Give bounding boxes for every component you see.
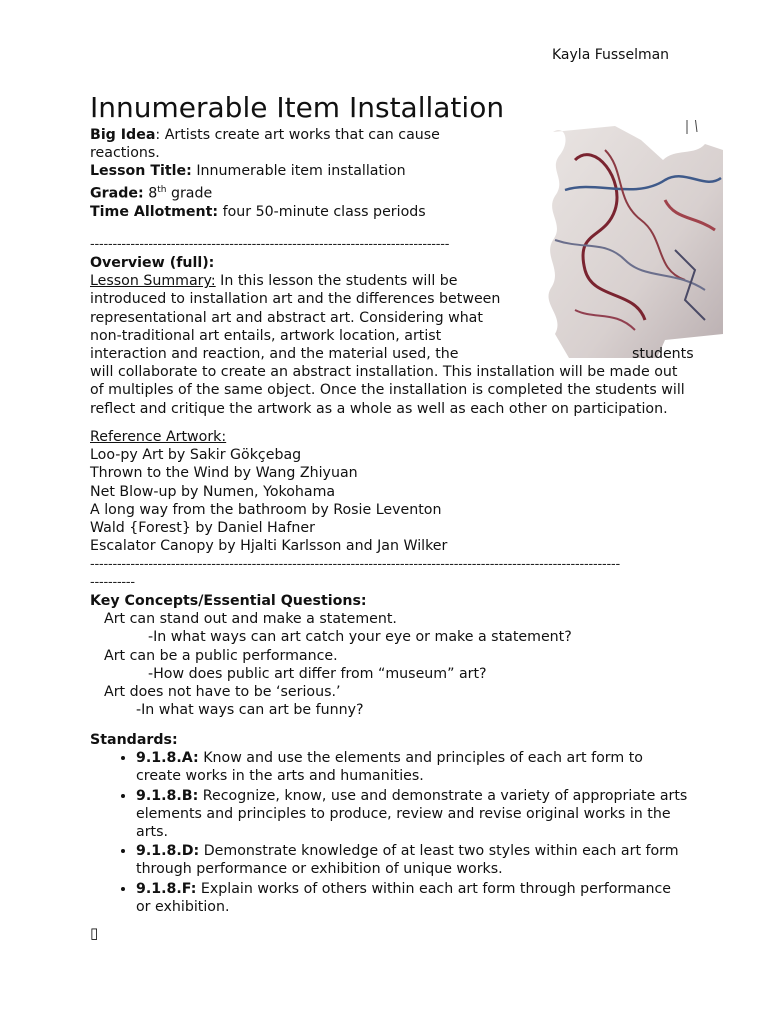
reference-item: Thrown to the Wind by Wang Zhiyuan [90, 465, 358, 482]
reference-item: Wald {Forest} by Daniel Hafner [90, 520, 315, 537]
concept-statement: Art can stand out and make a statement. [104, 611, 397, 628]
summary-line-3: representational art and abstract art. Considering what [90, 309, 483, 326]
reference-item: Escalator Canopy by Hjalti Karlsson and Jan Wilker [90, 538, 448, 555]
big-idea-line-2: reactions. [90, 145, 160, 162]
grade-label: Grade: [90, 185, 144, 202]
concept-question: -In what ways can art catch your eye or make a statement? [148, 629, 572, 646]
author-name: Kayla Fusselman [552, 47, 670, 63]
separator-line: -------------------------------------------------------------------------------- [90, 237, 450, 252]
key-concepts-section [90, 592, 730, 719]
standard-code: 9.1.8.F: [136, 880, 197, 897]
missing-glyph-box: ▯ [90, 924, 99, 942]
lesson-meta [90, 126, 730, 221]
time-allotment-label: Time Allotment: [90, 203, 219, 220]
standards-heading: Standards: [90, 732, 178, 748]
reference-item: A long way from the bathroom by Rosie Leventon [90, 501, 442, 518]
grade-line [90, 181, 730, 203]
standards-list [90, 749, 730, 916]
lesson-summary-label: Lesson Summary: [90, 273, 216, 290]
standard-item: • 9.1.8.D: Demonstrate knowledge of at least two styles within each art form through performance or exhibition of unique works. [136, 842, 730, 878]
summary-line-5: interaction and reaction, and the material used, the students [90, 346, 694, 363]
overview-section [90, 254, 730, 418]
big-idea-text: : Artists create art works that can cause [155, 127, 440, 143]
standard-item: • 9.1.8.B: Recognize, know, use and demonstrate a variety of appropriate arts elements and principles to produce, review and revise original works in the arts. [136, 787, 730, 842]
concept-statement: Art does not have to be ‘serious.’ [104, 684, 341, 701]
lesson-title-label: Lesson Title: [90, 163, 192, 180]
big-idea-line [90, 126, 730, 144]
standard-item: • 9.1.8.F: Explain works of others within each art form through performance or exhibition. [136, 880, 730, 916]
reference-heading: Reference Artwork: [90, 429, 227, 445]
summary-line-8: reflect and critique the artwork as a whole as well as each other on participation. [90, 400, 668, 417]
standards-section [90, 731, 730, 917]
overview-heading: Overview (full): [90, 255, 215, 271]
time-allotment-line [90, 203, 730, 221]
document-title: Innumerable Item Installation [90, 91, 505, 124]
summary-line-2: introduced to installation art and the differences between [90, 291, 501, 308]
summary-line-4: non-traditional art entails, artwork location, artist [90, 327, 442, 344]
summary-line-6: will collaborate to create an abstract installation. This installation will be made out [90, 364, 678, 381]
concept-question: -In what ways can art be funny? [136, 702, 364, 719]
students-word: students [632, 346, 694, 363]
concept-question: -How does public art differ from “museum” art? [148, 665, 487, 682]
standard-code: 9.1.8.A: [136, 750, 199, 767]
standard-code: 9.1.8.B: [136, 787, 199, 804]
separator-line-long: ---------------------------------------------------------------------------------------------------------------------- [90, 557, 620, 572]
concept-statement: Art can be a public performance. [104, 647, 338, 664]
reference-item: Net Blow-up by Numen, Yokohama [90, 483, 336, 500]
key-concepts-heading: Key Concepts/Essential Questions: [90, 593, 367, 609]
summary-line-1: Lesson Summary: In this lesson the students will be [90, 273, 458, 290]
standard-code: 9.1.8.D: [136, 843, 200, 860]
reference-item: Loo-py Art by Sakir Gökçebag [90, 447, 302, 464]
lesson-title-value: Innumerable item installation [191, 163, 406, 180]
lesson-title-line [90, 162, 730, 180]
reference-artwork-section [90, 428, 730, 555]
grade-suffix: grade [166, 185, 213, 202]
time-allotment-value: four 50-minute class periods [218, 203, 426, 220]
standard-item: • 9.1.8.A: Know and use the elements and principles of each art form to create works in the arts and humanities. [136, 749, 730, 785]
separator-line-tail: ---------- [90, 575, 135, 590]
big-idea-label: Big Idea [90, 127, 156, 143]
summary-line-7: of multiples of the same object. Once the installation is completed the students will [90, 382, 685, 399]
grade-superscript: th [157, 184, 167, 195]
grade-value: 8 [148, 185, 158, 202]
